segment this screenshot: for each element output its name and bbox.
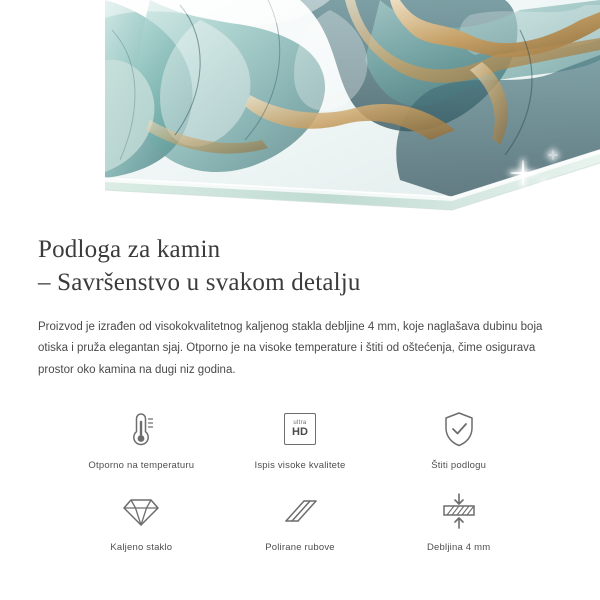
page-title: [38, 233, 562, 299]
feature-item: [379, 407, 538, 471]
ultra-hd-icon: [284, 407, 316, 451]
feature-label: Otporno na temperaturu: [88, 459, 195, 471]
feature-item: [379, 489, 538, 553]
marble-glass-panel-illustration: [0, 0, 600, 215]
feature-label: Polirane rubove: [265, 541, 335, 553]
ultra-hd-badge-top: ultra: [293, 419, 307, 426]
feature-label: Ispis visoke kvalitete: [254, 459, 346, 471]
feature-item: [62, 489, 221, 553]
description-paragraph: Proizvod je izrađen od visokokvalitetnog kaljenog stakla debljine 4 mm, koje naglašava dubinu boja otiska i pruža elegantan sjaj. Otporno je na visoke temperature i štiti od oštećenja, čime osigurava prostor oko kamina na dugi niz godina.: [38, 321, 543, 376]
feature-label: Kaljeno staklo: [110, 541, 173, 553]
thickness-icon: [438, 489, 480, 533]
diamond-icon: [120, 489, 162, 533]
polished-edges-icon: [278, 489, 322, 533]
shield-check-icon: [439, 407, 479, 451]
headline-line-1: Podloga za kamin: [38, 236, 221, 263]
hero-product-image: [0, 0, 600, 215]
thermometer-icon: [121, 407, 161, 451]
feature-label: Štiti podlogu: [431, 459, 487, 471]
feature-label: Debljina 4 mm: [427, 541, 491, 553]
feature-grid: [38, 407, 562, 553]
ultra-hd-badge-bottom: HD: [292, 425, 308, 438]
feature-item: [221, 489, 380, 553]
headline-line-2: – Savršenstvo u svakom detalju: [38, 269, 361, 296]
feature-item: [221, 407, 380, 471]
content-section: [0, 215, 600, 553]
feature-item: [62, 407, 221, 471]
